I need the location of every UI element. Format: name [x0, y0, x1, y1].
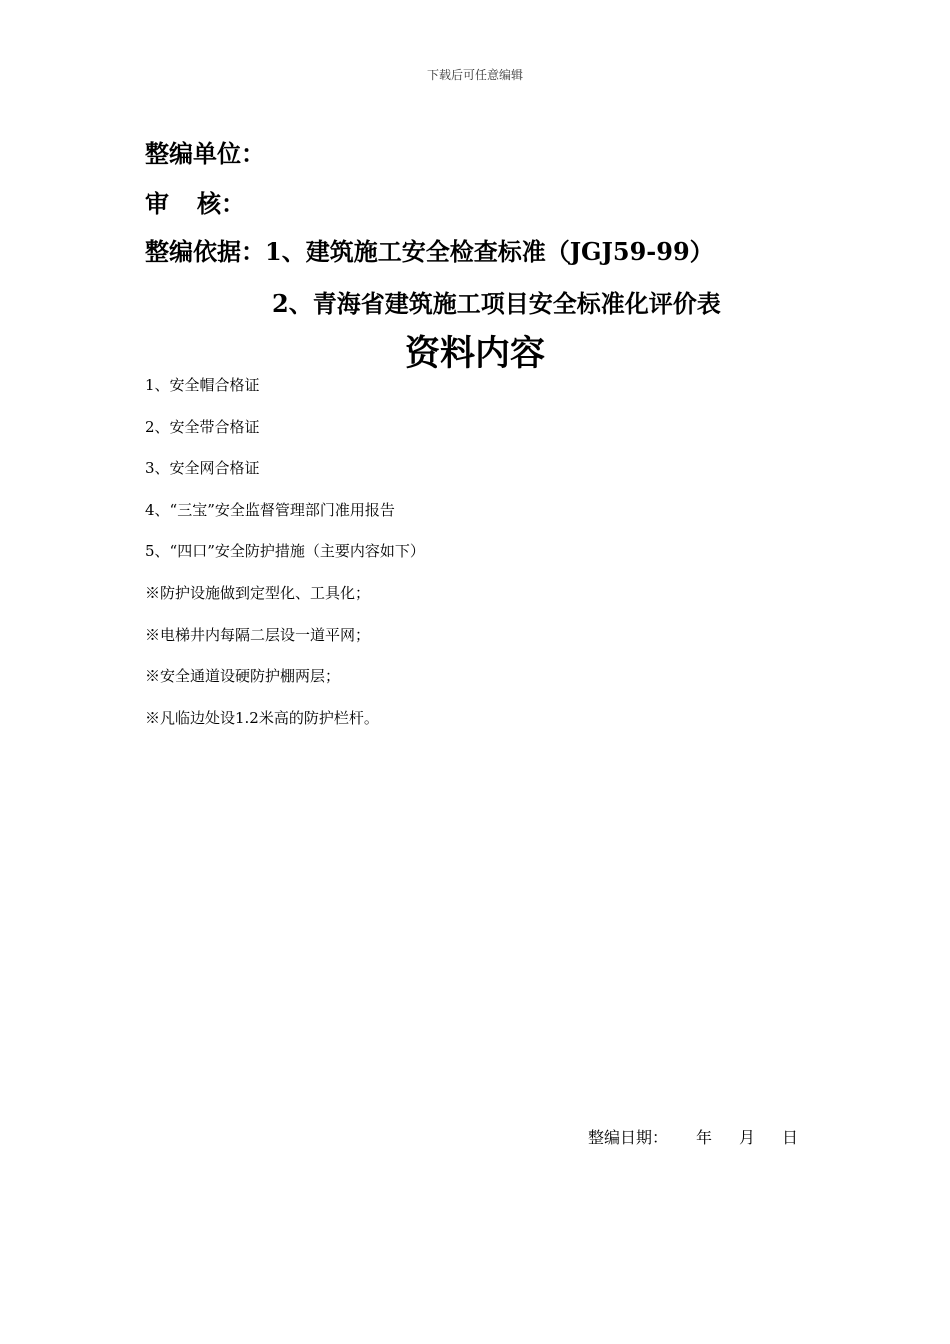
review-label-first: 审 — [145, 189, 169, 218]
content-list — [145, 374, 425, 748]
list-item: 4、“三宝”安全监督管理部门准用报告 — [145, 500, 395, 519]
list-item: 3、安全网合格证 — [145, 459, 260, 478]
review-label — [145, 184, 245, 219]
review-label-second: 核： — [197, 189, 245, 218]
page-header-note: 下载后可任意编辑 — [426, 68, 523, 82]
compiling-date — [588, 1125, 798, 1148]
date-year-label: 年 — [696, 1128, 713, 1147]
list-item: 2、安全带合格证 — [145, 417, 260, 436]
list-item: 5、“四口”安全防护措施（主要内容如下） — [145, 542, 425, 561]
list-item: ※安全通道设硬防护棚两层； — [145, 667, 341, 686]
list-item: ※电梯井内每隔二层设一道平网； — [145, 625, 371, 644]
list-item: 1、安全帽合格证 — [145, 376, 260, 394]
compiling-basis-item-2: 2、青海省建筑施工项目安全标准化评价表 — [272, 289, 721, 318]
date-month-label: 月 — [739, 1128, 756, 1147]
compiling-basis-line: 整编依据：1、建筑施工安全检查标准（JGJ59-99） — [145, 237, 714, 266]
list-item: ※防护设施做到定型化、工具化； — [145, 583, 371, 602]
date-day-label: 日 — [782, 1128, 799, 1147]
list-item: ※凡临边处设1.2米高的防护栏杆。 — [145, 708, 379, 727]
compiling-date-label: 整编日期： — [588, 1128, 669, 1147]
document-title: 资料内容 — [404, 333, 545, 374]
compiling-unit-label: 整编单位： — [145, 139, 265, 168]
